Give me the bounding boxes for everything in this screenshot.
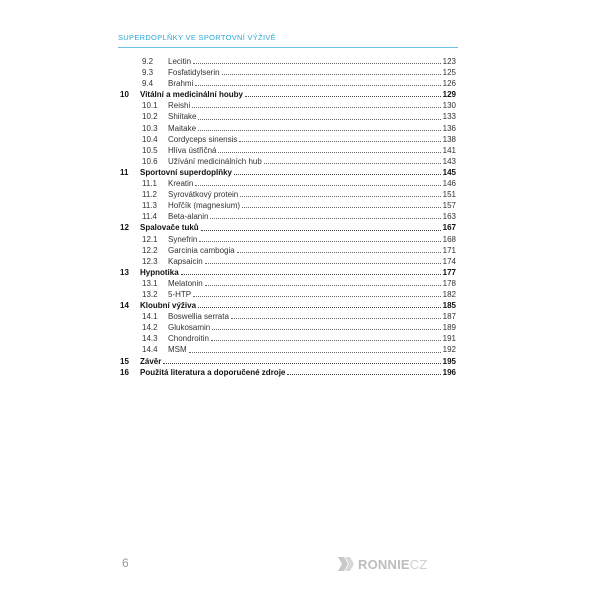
toc-entry-title: Melatonin: [168, 278, 203, 288]
toc-section-row[interactable]: [118, 189, 456, 200]
toc-entry-number: 12.2: [142, 245, 158, 255]
toc-entry-number: 9.2: [142, 57, 154, 66]
toc-entry-page: 187: [442, 312, 456, 322]
toc-section-row[interactable]: [118, 78, 456, 89]
toc-entry-page: 133: [442, 112, 456, 122]
toc-chapter-row[interactable]: [118, 356, 456, 367]
toc-dot-leader: [193, 296, 441, 297]
toc-entry-title: Hlíva ústřičná: [168, 145, 217, 155]
toc-dot-leader: [192, 107, 440, 108]
toc-entry-page: 195: [442, 356, 456, 366]
toc-dot-leader: [199, 241, 440, 242]
toc-chapter-row[interactable]: [118, 89, 456, 100]
toc-entry-page: 130: [442, 101, 456, 111]
toc-entry-title: Reishi: [168, 101, 191, 111]
toc-entry-page: 123: [442, 57, 456, 66]
toc-chapter-row[interactable]: [118, 267, 456, 278]
toc-chapter-row[interactable]: [118, 222, 456, 233]
toc-dot-leader: [212, 329, 440, 330]
toc-entry-number: 12: [120, 223, 129, 233]
toc-section-row[interactable]: [118, 322, 456, 333]
toc-entry-number: 12.3: [142, 256, 158, 266]
toc-entry-title: Shiitake: [168, 112, 197, 122]
toc-entry-number: 16: [120, 367, 129, 377]
toc-entry-number: 11: [120, 167, 129, 177]
toc-entry-page: 125: [442, 68, 456, 78]
toc-section-row[interactable]: [118, 256, 456, 267]
toc-section-row[interactable]: [118, 178, 456, 189]
toc-entry-number: 14.3: [142, 334, 158, 344]
toc-entry-page: 136: [442, 123, 456, 133]
toc-dot-leader: [234, 174, 441, 175]
toc-entry-page: 167: [442, 223, 456, 233]
toc-entry-page: 178: [442, 278, 456, 288]
toc-section-row[interactable]: [118, 278, 456, 289]
toc-section-row[interactable]: [118, 123, 456, 134]
toc-dot-leader: [240, 196, 440, 197]
toc-entry-number: 14: [120, 301, 129, 311]
toc-entry-number: 10.5: [142, 145, 158, 155]
logo-text-light: CZ: [409, 556, 428, 572]
page-number: 6: [122, 556, 129, 570]
toc-section-row[interactable]: [118, 311, 456, 322]
toc-entry-title: Syrovátkový protein: [168, 190, 239, 200]
running-header: SUPERDOPLŇKY VE SPORTOVNÍ VÝŽIVĚ: [118, 33, 276, 42]
toc-entry-title: Fosfatidylserin: [168, 68, 220, 78]
toc-dot-leader: [195, 185, 440, 186]
toc-entry-page: 157: [442, 201, 456, 211]
toc-entry-title: Hypnotika: [140, 267, 179, 277]
toc-entry-page: 168: [442, 234, 456, 244]
toc-entry-title: Synefrin: [168, 234, 198, 244]
toc-section-row[interactable]: [118, 200, 456, 211]
toc-dot-leader: [287, 374, 440, 375]
toc-entry-number: 14.2: [142, 323, 158, 333]
toc-entry-title: Brahmi: [168, 79, 194, 89]
toc-dot-leader: [237, 252, 441, 253]
toc-entry-number: 14.4: [142, 345, 158, 355]
toc-dot-leader: [163, 363, 440, 364]
toc-entry-number: 13.2: [142, 289, 158, 299]
toc-entry-page: 146: [442, 179, 456, 189]
toc-entry-page: 129: [442, 90, 456, 100]
toc-dot-leader: [205, 285, 441, 286]
toc-entry-page: 196: [442, 367, 456, 377]
toc-dot-leader: [198, 130, 441, 131]
toc-section-row[interactable]: [118, 67, 456, 78]
toc-entry-number: 10.6: [142, 156, 158, 166]
toc-entry-title: Užívání medicinálních hub: [168, 156, 262, 166]
toc-entry-page: 185: [442, 301, 456, 311]
toc-entry-title: Garcinia cambogia: [168, 245, 235, 255]
toc-entry-number: 9.4: [142, 79, 154, 89]
toc-entry-title: Hořčík (magnesium): [168, 201, 241, 211]
toc-entry-title: Lecitin: [168, 57, 192, 66]
toc-section-row[interactable]: [118, 56, 456, 67]
toc-dot-leader: [201, 230, 441, 231]
toc-entry-number: 13.1: [142, 278, 158, 288]
toc-entry-title: Sportovní superdoplňky: [140, 167, 233, 177]
toc-entry-page: 141: [442, 145, 456, 155]
toc-dot-leader: [198, 307, 441, 308]
toc-chapter-row[interactable]: [118, 167, 456, 178]
toc-entry-number: 11.3: [142, 201, 157, 211]
toc-chapter-row[interactable]: [118, 300, 456, 311]
toc-dot-leader: [222, 74, 441, 75]
toc-entry-title: MSM: [168, 345, 187, 355]
toc-section-row[interactable]: [118, 234, 456, 245]
toc-section-row[interactable]: [118, 156, 456, 167]
toc-dot-leader: [189, 352, 441, 353]
toc-section-row[interactable]: [118, 333, 456, 344]
toc-entry-title: Vitální a medicinální houby: [140, 90, 243, 100]
toc-entry-number: 13: [120, 267, 129, 277]
toc-entry-title: Spalovače tuků: [140, 223, 199, 233]
toc-entry-page: 163: [442, 212, 456, 222]
toc-dot-leader: [210, 218, 440, 219]
toc-entry-number: 14.1: [142, 312, 158, 322]
header-divider: [118, 47, 458, 48]
toc-section-row[interactable]: [118, 100, 456, 111]
toc-entry-number: 10.2: [142, 112, 158, 122]
toc-entry-title: Beta-alanin: [168, 212, 209, 222]
toc-entry-title: Kapsaicin: [168, 256, 203, 266]
toc-entry-page: 171: [442, 245, 456, 255]
table-of-contents: [118, 56, 456, 378]
toc-entry-number: 11.2: [142, 190, 157, 200]
toc-section-row[interactable]: [118, 134, 456, 145]
toc-entry-number: 11.1: [142, 179, 157, 189]
toc-entry-page: 145: [442, 167, 456, 177]
toc-entry-page: 192: [442, 345, 456, 355]
toc-entry-title: Cordyceps sinensis: [168, 134, 238, 144]
ronnie-chevron-icon: [338, 557, 354, 571]
toc-entry-title: Boswellia serrata: [168, 312, 229, 322]
toc-entry-page: 189: [442, 323, 456, 333]
toc-section-row[interactable]: [118, 245, 456, 256]
toc-dot-leader: [264, 163, 441, 164]
toc-entry-page: 177: [442, 267, 456, 277]
toc-entry-page: 151: [442, 190, 456, 200]
toc-section-row[interactable]: [118, 344, 456, 355]
toc-entry-page: 143: [442, 156, 456, 166]
toc-entry-number: 10: [120, 90, 129, 100]
toc-entry-number: 12.1: [142, 234, 158, 244]
toc-entry-number: 11.4: [142, 212, 157, 222]
ronnie-logo: [338, 555, 428, 573]
toc-entry-page: 138: [442, 134, 456, 144]
toc-dot-leader: [239, 141, 440, 142]
toc-dot-leader: [218, 152, 440, 153]
toc-dot-leader: [198, 119, 440, 120]
logo-text-bold: RONNIE: [358, 556, 410, 572]
toc-entry-number: 10.4: [142, 134, 158, 144]
toc-chapter-row[interactable]: [118, 367, 456, 378]
toc-dot-leader: [193, 63, 441, 64]
toc-entry-number: 10.1: [142, 101, 158, 111]
toc-entry-title: Kloubní výživa: [140, 301, 197, 311]
toc-dot-leader: [205, 263, 441, 264]
toc-dot-leader: [195, 85, 440, 86]
toc-dot-leader: [245, 96, 441, 97]
toc-entry-title: Maitake: [168, 123, 197, 133]
toc-entry-page: 191: [442, 334, 456, 344]
toc-entry-number: 10.3: [142, 123, 158, 133]
toc-entry-title: Glukosamin: [168, 323, 211, 333]
toc-section-row[interactable]: [118, 289, 456, 300]
toc-entry-number: 9.3: [142, 68, 154, 78]
toc-section-row[interactable]: [118, 211, 456, 222]
toc-entry-title: Kreatin: [168, 179, 194, 189]
toc-dot-leader: [231, 318, 441, 319]
toc-entry-page: 174: [442, 256, 456, 266]
toc-entry-page: 182: [442, 289, 456, 299]
toc-entry-number: 15: [120, 356, 129, 366]
toc-entry-title: 5-HTP: [168, 289, 192, 299]
toc-dot-leader: [211, 340, 441, 341]
toc-entry-page: 126: [442, 79, 456, 89]
toc-section-row[interactable]: [118, 111, 456, 122]
toc-entry-title: Chondroitin: [168, 334, 209, 344]
toc-entry-title: Závěr: [140, 356, 162, 366]
toc-entry-title: Použitá literatura a doporučené zdroje: [140, 367, 286, 377]
toc-section-row[interactable]: [118, 145, 456, 156]
toc-dot-leader: [181, 274, 441, 275]
toc-dot-leader: [242, 207, 441, 208]
